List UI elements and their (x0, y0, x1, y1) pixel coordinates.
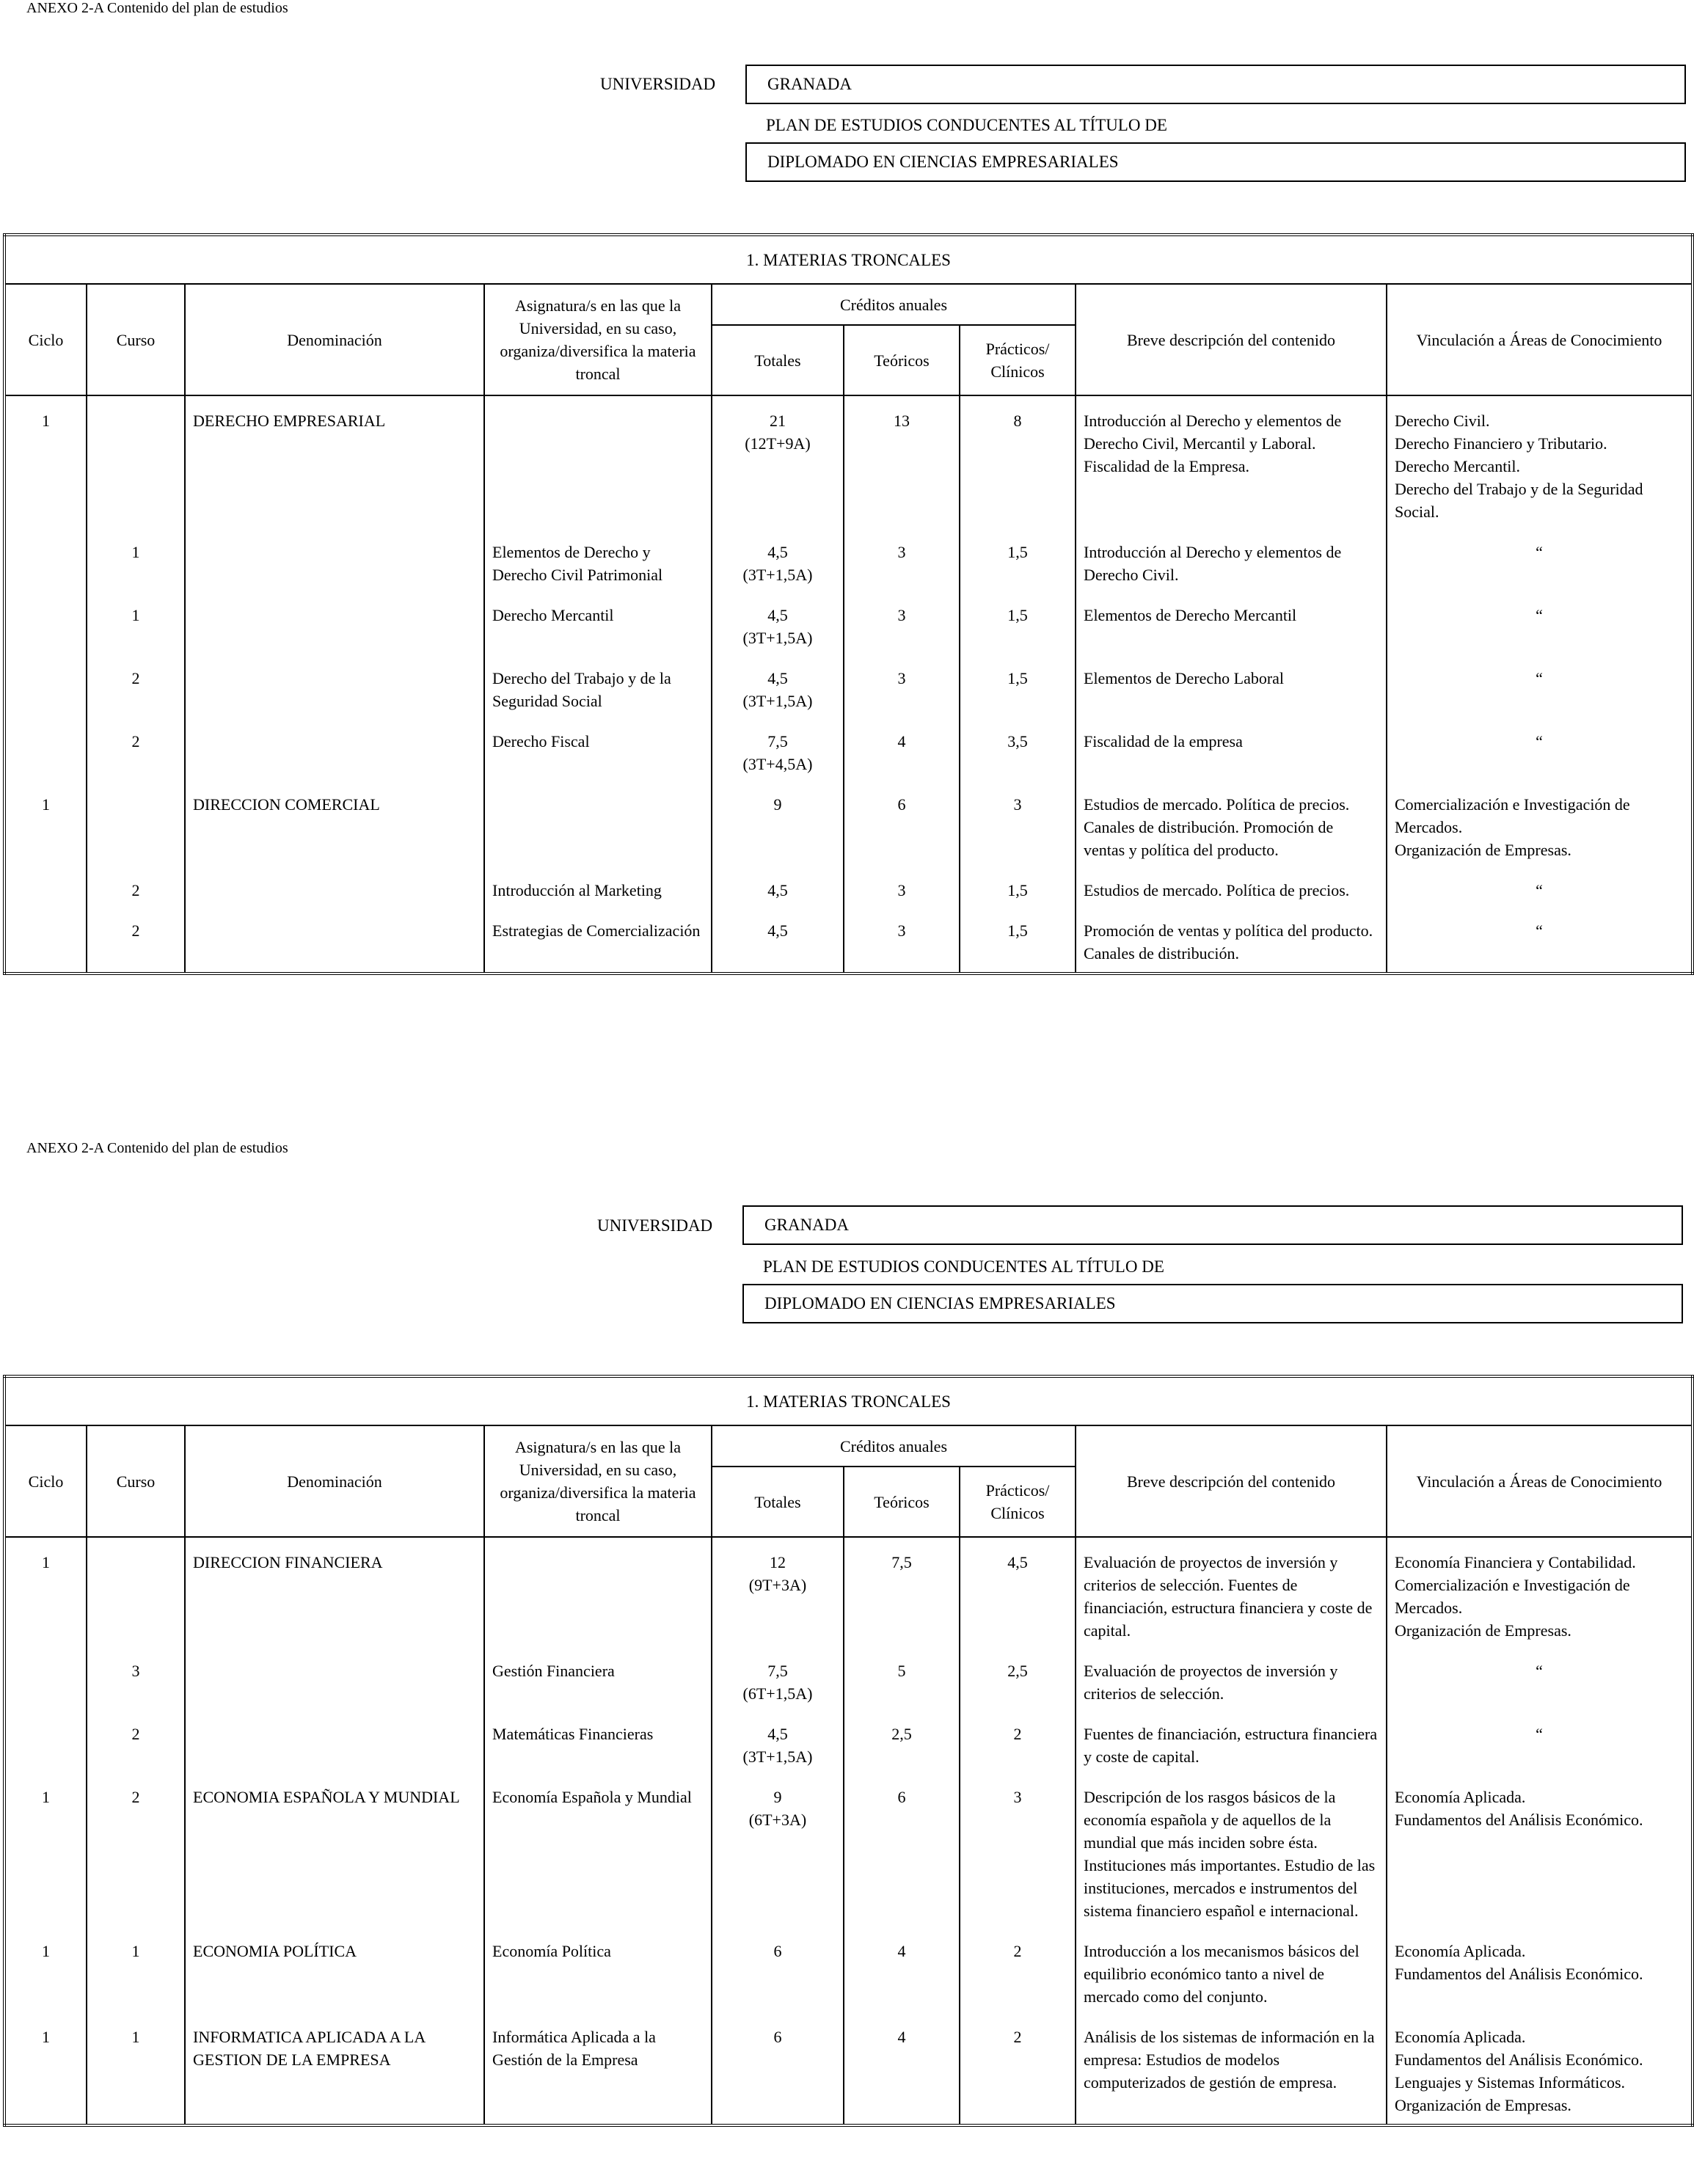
table-row (4, 1708, 1693, 1771)
descripcion-cell: Elementos de Derecho Mercantil (1076, 589, 1387, 652)
denominacion-cell: DIRECCION FINANCIERA (185, 1537, 484, 1645)
header-creditos: Créditos anuales (712, 1425, 1076, 1467)
curso-cell: 3 (87, 1645, 185, 1708)
vinculacion-cell (1387, 1537, 1693, 1645)
ciclo-cell: 1 (4, 778, 87, 864)
totales-cell (712, 1708, 844, 1771)
table-body (4, 395, 1693, 974)
table-row (4, 905, 1693, 974)
totales-value: 4,5 (767, 1725, 788, 1743)
ditto-mark: “ (1536, 881, 1543, 899)
practicos-cell: 4,5 (960, 1537, 1076, 1645)
denominacion-cell: INFORMATICA APLICADA A LA GESTION DE LA EMPRESA (185, 2011, 484, 2125)
curso-cell: 1 (87, 526, 185, 589)
teoricos-cell: 4 (844, 2011, 960, 2125)
area-item: Derecho Financiero y Tributario. (1395, 434, 1607, 453)
header-asignatura: Asignatura/s en las que la Universidad, en su caso, organiza/diversifica la materia troncal (484, 1425, 712, 1537)
header-descripcion: Breve descripción del contenido (1076, 284, 1387, 395)
ditto-mark: “ (1536, 606, 1543, 624)
curso-cell: 2 (87, 1771, 185, 1925)
table-row (4, 1537, 1693, 1645)
ciclo-cell: 1 (4, 2011, 87, 2125)
table-row (4, 864, 1693, 905)
ciclo-cell (4, 526, 87, 589)
totales-cell (712, 1925, 844, 2011)
totales-cell (712, 589, 844, 652)
teoricos-cell: 3 (844, 864, 960, 905)
practicos-cell: 2 (960, 1925, 1076, 2011)
area-item: Economía Aplicada. (1395, 2028, 1526, 2046)
asignatura-cell: Elementos de Derecho y Derecho Civil Patrimonial (484, 526, 712, 589)
descripcion-cell: Fiscalidad de la empresa (1076, 715, 1387, 778)
asignatura-cell: Gestión Financiera (484, 1645, 712, 1708)
header-descripcion: Breve descripción del contenido (1076, 1425, 1387, 1537)
totales-detail: (3T+1,5A) (742, 566, 813, 584)
descripcion-cell: Estudios de mercado. Política de precios. (1076, 864, 1387, 905)
totales-detail: (3T+1,5A) (742, 1747, 813, 1766)
plan-label: PLAN DE ESTUDIOS CONDUCENTES AL TÍTULO DE (763, 1257, 1164, 1276)
area-item: Derecho Civil. (1395, 412, 1490, 430)
totales-value: 12 (770, 1553, 786, 1571)
asignatura-cell: Matemáticas Financieras (484, 1708, 712, 1771)
descripcion-cell: Evaluación de proyectos de inversión y criterios de selección. (1076, 1645, 1387, 1708)
table-row (4, 1925, 1693, 2011)
annex-heading: ANEXO 2-A Contenido del plan de estudios (26, 1140, 288, 1156)
totales-value: 9 (773, 795, 782, 814)
totales-value: 7,5 (767, 732, 788, 750)
table-row (4, 1771, 1693, 1925)
asignatura-cell: Introducción al Marketing (484, 864, 712, 905)
totales-value: 4,5 (767, 881, 788, 899)
ciclo-cell (4, 1708, 87, 1771)
vinculacion-cell (1387, 395, 1693, 526)
totales-detail: (9T+3A) (748, 1576, 807, 1594)
denominacion-cell (185, 652, 484, 715)
ciclo-cell (4, 715, 87, 778)
table-row (4, 1645, 1693, 1708)
denominacion-cell: ECONOMIA POLÍTICA (185, 1925, 484, 2011)
header-totales: Totales (712, 325, 844, 395)
denominacion-cell: ECONOMIA ESPAÑOLA Y MUNDIAL (185, 1771, 484, 1925)
ciclo-cell (4, 652, 87, 715)
header-totales: Totales (712, 1467, 844, 1537)
curso-cell: 2 (87, 905, 185, 974)
asignatura-cell (484, 778, 712, 864)
header-vinculacion: Vinculación a Áreas de Conocimiento (1387, 1425, 1693, 1537)
denominacion-cell (185, 905, 484, 974)
asignatura-cell: Informática Aplicada a la Gestión de la Empresa (484, 2011, 712, 2125)
curso-cell (87, 778, 185, 864)
descripcion-cell: Fuentes de financiación, estructura financiera y coste de capital. (1076, 1708, 1387, 1771)
curso-cell: 1 (87, 589, 185, 652)
asignatura-cell: Estrategias de Comercialización (484, 905, 712, 974)
descripcion-cell: Análisis de los sistemas de información en la empresa: Estudios de modelos computerizados de gestión de empresa. (1076, 2011, 1387, 2125)
vinculacion-cell (1387, 526, 1693, 589)
denominacion-cell (185, 589, 484, 652)
descripcion-cell: Elementos de Derecho Laboral (1076, 652, 1387, 715)
header-curso: Curso (87, 1425, 185, 1537)
asignatura-cell: Derecho Fiscal (484, 715, 712, 778)
totales-cell (712, 2011, 844, 2125)
descripcion-cell: Estudios de mercado. Política de precios. Canales de distribución. Promoción de ventas y política del producto. (1076, 778, 1387, 864)
vinculacion-cell (1387, 1708, 1693, 1771)
totales-value: 4,5 (767, 543, 788, 561)
area-item: Fundamentos del Análisis Económico. (1395, 1811, 1643, 1829)
practicos-cell: 8 (960, 395, 1076, 526)
totales-value: 6 (773, 1942, 782, 1960)
asignatura-cell: Derecho Mercantil (484, 589, 712, 652)
area-item: Organización de Empresas. (1395, 1621, 1571, 1640)
practicos-cell: 3 (960, 778, 1076, 864)
totales-cell (712, 526, 844, 589)
practicos-cell: 2 (960, 2011, 1076, 2125)
vinculacion-cell (1387, 1925, 1693, 2011)
ditto-mark: “ (1536, 921, 1543, 940)
denominacion-cell: DERECHO EMPRESARIAL (185, 395, 484, 526)
header-denominacion: Denominación (185, 1425, 484, 1537)
totales-cell (712, 1645, 844, 1708)
teoricos-cell: 3 (844, 589, 960, 652)
ciclo-cell: 1 (4, 395, 87, 526)
totales-value: 6 (773, 2028, 782, 2046)
table-body (4, 1537, 1693, 2125)
table-row (4, 2011, 1693, 2125)
totales-cell (712, 1771, 844, 1925)
descripcion-cell: Introducción al Derecho y elementos de Derecho Civil, Mercantil y Laboral. Fiscalidad de la Empresa. (1076, 395, 1387, 526)
area-item: Comercialización e Investigación de Mercados. (1395, 1576, 1630, 1617)
totales-cell (712, 778, 844, 864)
vinculacion-cell (1387, 652, 1693, 715)
curso-cell: 2 (87, 715, 185, 778)
asignatura-cell (484, 395, 712, 526)
area-item: Economía Aplicada. (1395, 1942, 1526, 1960)
ciclo-cell: 1 (4, 1771, 87, 1925)
teoricos-cell: 13 (844, 395, 960, 526)
denominacion-cell (185, 715, 484, 778)
ditto-mark: “ (1536, 543, 1543, 561)
practicos-cell: 1,5 (960, 589, 1076, 652)
area-item: Fundamentos del Análisis Económico. (1395, 2050, 1643, 2069)
titulo-box (745, 142, 1686, 182)
totales-detail: (12T+9A) (745, 434, 811, 453)
area-item: Derecho del Trabajo y de la Seguridad Social. (1395, 480, 1643, 521)
vinculacion-cell (1387, 715, 1693, 778)
titulo-value: DIPLOMADO EN CIENCIAS EMPRESARIALES (764, 1294, 1116, 1312)
header-vinculacion: Vinculación a Áreas de Conocimiento (1387, 284, 1693, 395)
teoricos-cell: 3 (844, 652, 960, 715)
totales-cell (712, 652, 844, 715)
vinculacion-cell (1387, 778, 1693, 864)
header-curso: Curso (87, 284, 185, 395)
table-row (4, 778, 1693, 864)
practicos-cell: 1,5 (960, 526, 1076, 589)
titulo-value: DIPLOMADO EN CIENCIAS EMPRESARIALES (767, 153, 1119, 171)
ciclo-cell (4, 905, 87, 974)
totales-cell (712, 395, 844, 526)
practicos-cell: 1,5 (960, 864, 1076, 905)
annex-heading: ANEXO 2-A Contenido del plan de estudios (26, 0, 288, 16)
practicos-cell: 3 (960, 1771, 1076, 1925)
totales-cell (712, 1537, 844, 1645)
table-row (4, 715, 1693, 778)
curso-cell (87, 395, 185, 526)
totales-value: 9 (773, 1788, 782, 1806)
universidad-box (745, 65, 1686, 104)
materias-table (3, 1375, 1694, 2127)
descripcion-cell: Introducción a los mecanismos básicos del equilibrio económico tanto a nivel de mercado como del conjunto. (1076, 1925, 1387, 2011)
teoricos-cell: 3 (844, 905, 960, 974)
asignatura-cell: Derecho del Trabajo y de la Seguridad Social (484, 652, 712, 715)
denominacion-cell (185, 1708, 484, 1771)
vinculacion-cell (1387, 1645, 1693, 1708)
ditto-mark: “ (1536, 669, 1543, 687)
ciclo-cell (4, 864, 87, 905)
area-item: Derecho Mercantil. (1395, 457, 1521, 475)
curso-cell: 2 (87, 652, 185, 715)
area-item: Fundamentos del Análisis Económico. (1395, 1965, 1643, 1983)
practicos-cell: 2,5 (960, 1645, 1076, 1708)
curso-cell: 1 (87, 1925, 185, 2011)
area-item: Organización de Empresas. (1395, 841, 1571, 859)
vinculacion-cell (1387, 1771, 1693, 1925)
descripcion-cell: Introducción al Derecho y elementos de Derecho Civil. (1076, 526, 1387, 589)
asignatura-cell: Economía Española y Mundial (484, 1771, 712, 1925)
descripcion-cell: Descripción de los rasgos básicos de la economía española y de aquellos de la mundial que más inciden sobre ésta. Instituciones más importantes. Estudio de las instituciones, mercados e instrumentos del sistema financiero español e internacional. (1076, 1771, 1387, 1925)
header-asignatura: Asignatura/s en las que la Universidad, en su caso, organiza/diversifica la materia troncal (484, 284, 712, 395)
vinculacion-cell (1387, 864, 1693, 905)
teoricos-cell: 4 (844, 715, 960, 778)
totales-cell (712, 905, 844, 974)
denominacion-cell (185, 864, 484, 905)
table-row (4, 589, 1693, 652)
denominacion-cell: DIRECCION COMERCIAL (185, 778, 484, 864)
practicos-cell: 1,5 (960, 905, 1076, 974)
table-title: 1. MATERIAS TRONCALES (4, 235, 1693, 284)
practicos-cell: 1,5 (960, 652, 1076, 715)
totales-detail: (6T+3A) (748, 1811, 807, 1829)
ditto-mark: “ (1536, 732, 1543, 750)
universidad-label: UNIVERSIDAD (600, 75, 716, 93)
ciclo-cell: 1 (4, 1537, 87, 1645)
denominacion-cell (185, 526, 484, 589)
header-creditos: Créditos anuales (712, 284, 1076, 325)
ditto-mark: “ (1536, 1662, 1543, 1680)
vinculacion-cell (1387, 905, 1693, 974)
universidad-value: GRANADA (767, 75, 852, 93)
titulo-box (742, 1284, 1683, 1323)
asignatura-cell: Economía Política (484, 1925, 712, 2011)
table-row (4, 652, 1693, 715)
teoricos-cell: 3 (844, 526, 960, 589)
practicos-cell: 2 (960, 1708, 1076, 1771)
header-practicos: Prácticos/ Clínicos (960, 1467, 1076, 1537)
curso-cell: 2 (87, 1708, 185, 1771)
teoricos-cell: 6 (844, 1771, 960, 1925)
totales-detail: (6T+1,5A) (742, 1684, 813, 1703)
table-row (4, 395, 1693, 526)
teoricos-cell: 4 (844, 1925, 960, 2011)
totales-detail: (3T+4,5A) (742, 755, 813, 773)
plan-label: PLAN DE ESTUDIOS CONDUCENTES AL TÍTULO DE (766, 116, 1167, 134)
universidad-label: UNIVERSIDAD (597, 1216, 713, 1235)
denominacion-cell (185, 1645, 484, 1708)
practicos-cell: 3,5 (960, 715, 1076, 778)
area-item: Organización de Empresas. (1395, 2096, 1571, 2114)
table-title: 1. MATERIAS TRONCALES (4, 1376, 1693, 1425)
table-row (4, 526, 1693, 589)
area-item: Economía Aplicada. (1395, 1788, 1526, 1806)
ciclo-cell (4, 1645, 87, 1708)
vinculacion-cell (1387, 589, 1693, 652)
totales-cell (712, 864, 844, 905)
header-ciclo: Ciclo (4, 284, 87, 395)
teoricos-cell: 2,5 (844, 1708, 960, 1771)
descripcion-cell: Evaluación de proyectos de inversión y criterios de selección. Fuentes de financiación, estructura financiera y coste de capital. (1076, 1537, 1387, 1645)
totales-cell (712, 715, 844, 778)
universidad-box (742, 1205, 1683, 1245)
area-item: Lenguajes y Sistemas Informáticos. (1395, 2073, 1626, 2092)
curso-cell: 2 (87, 864, 185, 905)
totales-detail: (3T+1,5A) (742, 692, 813, 710)
totales-detail: (3T+1,5A) (742, 629, 813, 647)
teoricos-cell: 6 (844, 778, 960, 864)
header-teoricos: Teóricos (844, 1467, 960, 1537)
area-item: Comercialización e Investigación de Mercados. (1395, 795, 1630, 836)
totales-value: 4,5 (767, 606, 788, 624)
materias-table (3, 233, 1694, 975)
vinculacion-cell (1387, 2011, 1693, 2125)
totales-value: 4,5 (767, 669, 788, 687)
totales-value: 4,5 (767, 921, 788, 940)
teoricos-cell: 5 (844, 1645, 960, 1708)
asignatura-cell (484, 1537, 712, 1645)
totales-value: 21 (770, 412, 786, 430)
header-practicos: Prácticos/ Clínicos (960, 325, 1076, 395)
ditto-mark: “ (1536, 1725, 1543, 1743)
descripcion-cell: Promoción de ventas y política del producto. Canales de distribución. (1076, 905, 1387, 974)
header-ciclo: Ciclo (4, 1425, 87, 1537)
totales-value: 7,5 (767, 1662, 788, 1680)
header-teoricos: Teóricos (844, 325, 960, 395)
area-item: Economía Financiera y Contabilidad. (1395, 1553, 1636, 1571)
teoricos-cell: 7,5 (844, 1537, 960, 1645)
universidad-value: GRANADA (764, 1216, 849, 1234)
header-denominacion: Denominación (185, 284, 484, 395)
curso-cell (87, 1537, 185, 1645)
curso-cell: 1 (87, 2011, 185, 2125)
ciclo-cell: 1 (4, 1925, 87, 2011)
ciclo-cell (4, 589, 87, 652)
